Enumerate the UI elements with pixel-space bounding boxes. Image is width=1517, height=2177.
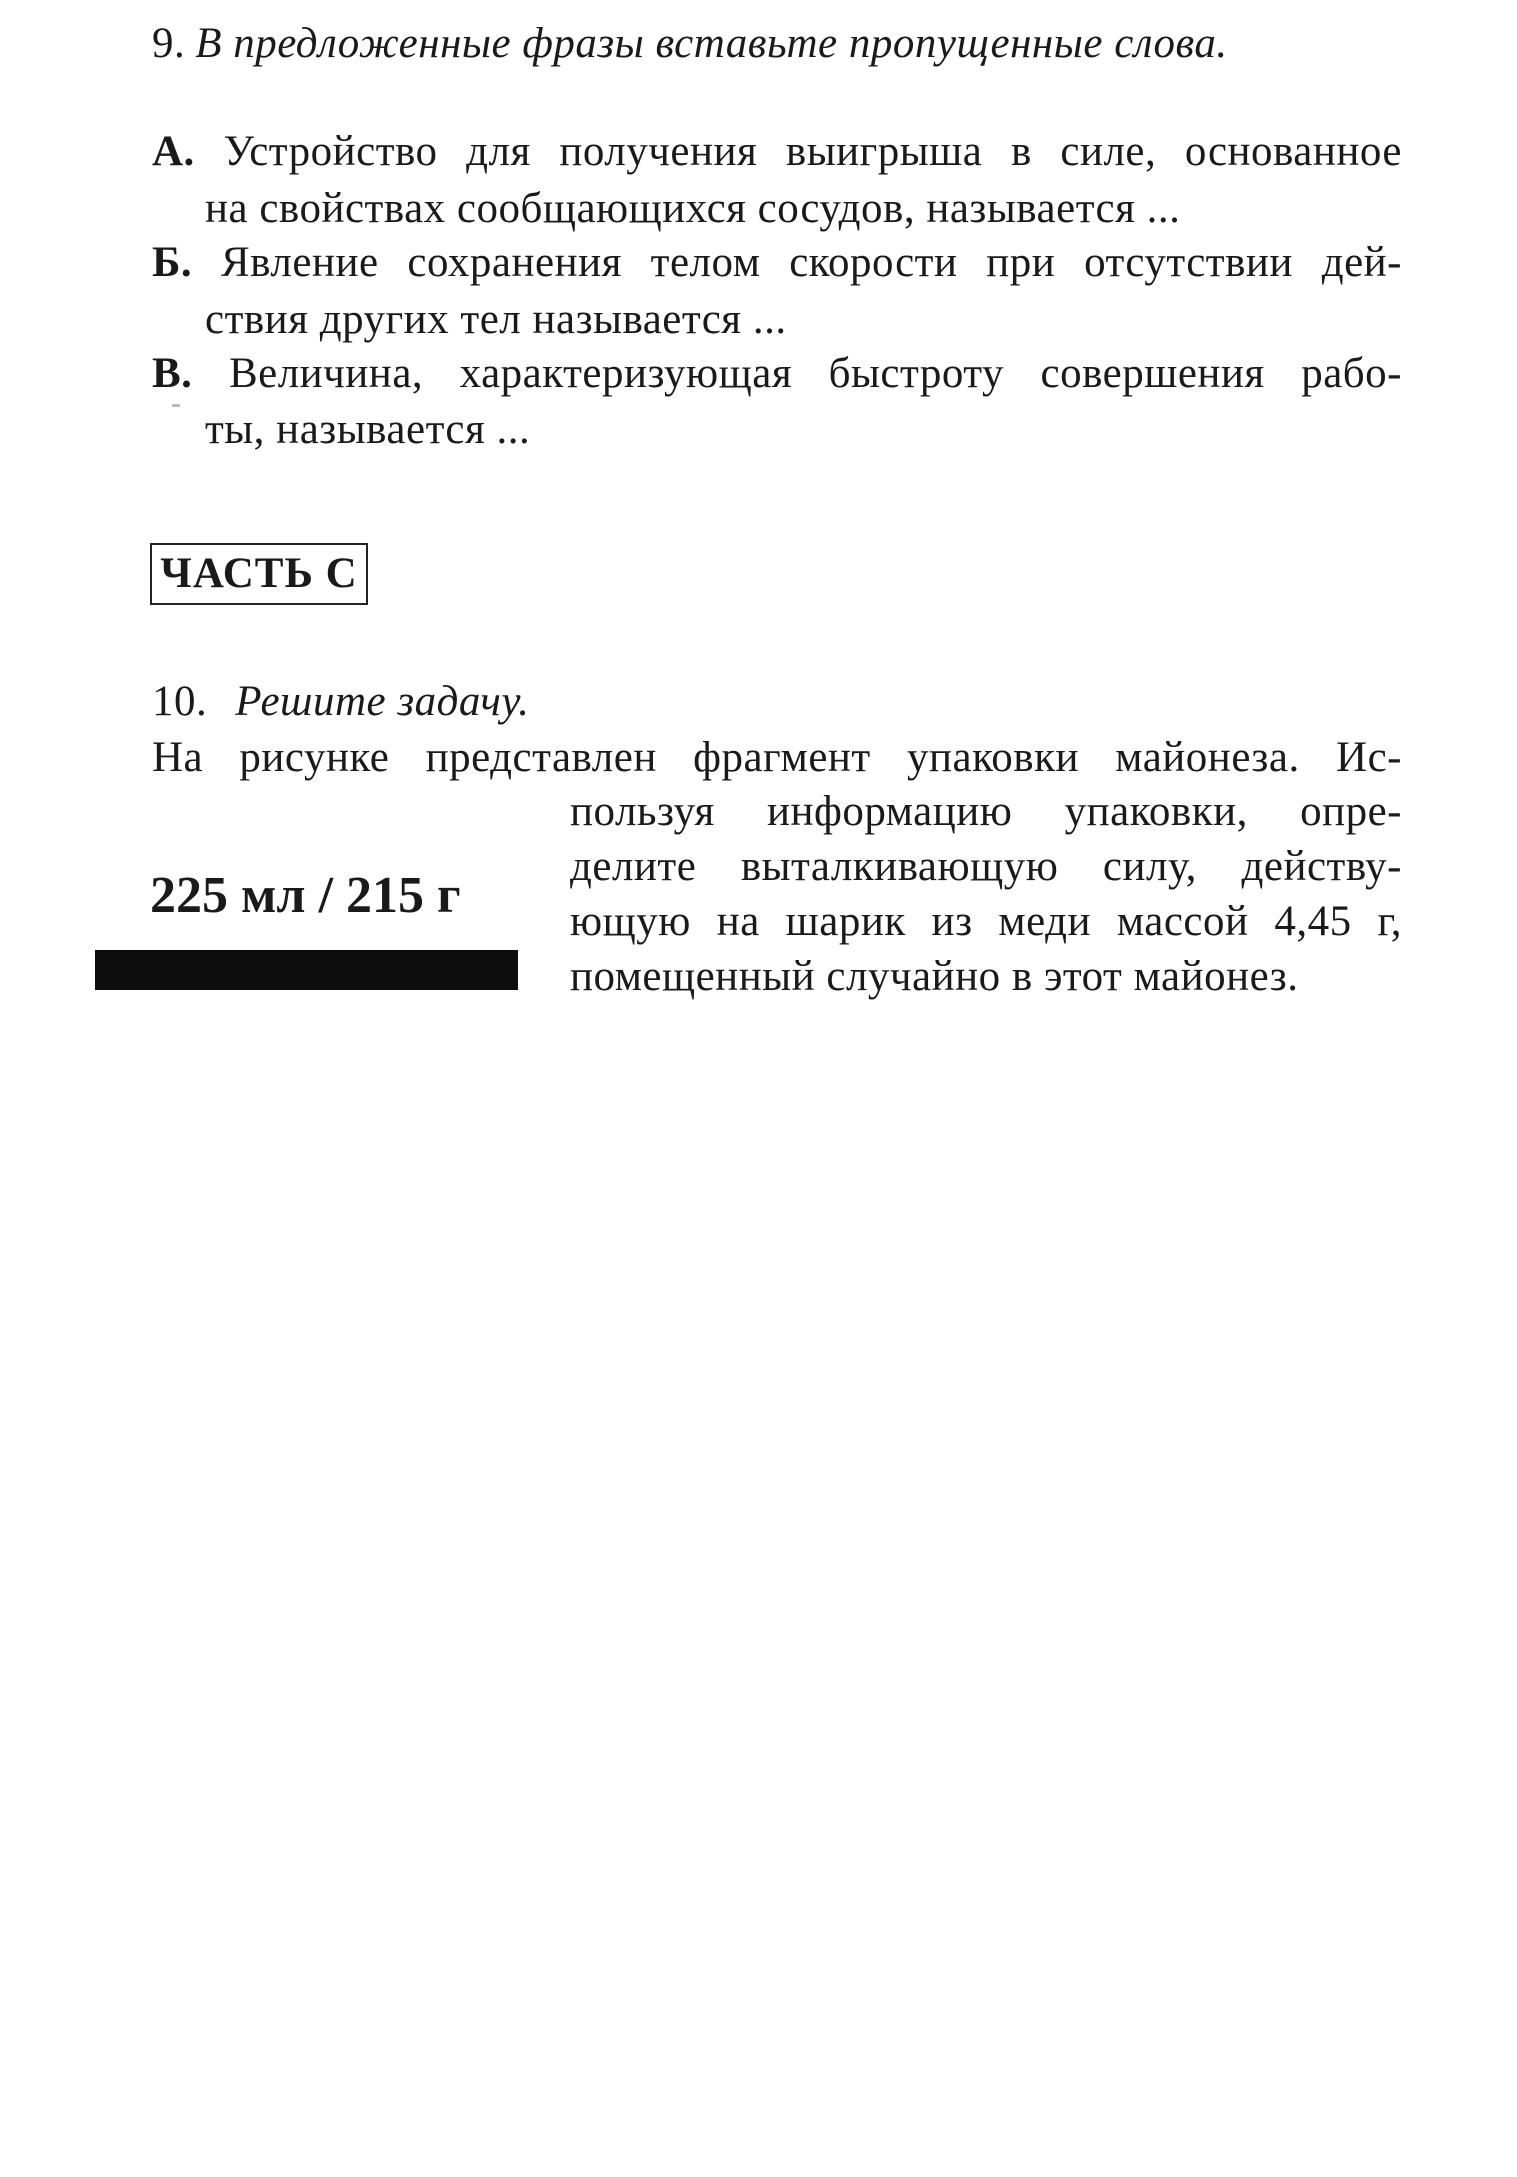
task-10-text-line: На рисунке представлен фрагмент упаковки майонеза. Ис- xyxy=(152,734,1402,781)
task-10-number: 10. xyxy=(152,678,208,725)
task-9-item-b-line1 xyxy=(152,241,1402,284)
task-9-item-c-line2: ты, называется ... xyxy=(205,406,531,453)
item-letter: В. xyxy=(152,350,193,397)
task-10-heading xyxy=(152,680,530,723)
package-black-strip xyxy=(95,950,518,990)
task-9-number: 9. xyxy=(152,20,186,67)
item-text: Величина, характеризующая быстроту совершения рабо- xyxy=(228,350,1402,397)
task-9-item-a-line1 xyxy=(152,130,1402,173)
package-volume-mass-label: 225 мл / 215 г xyxy=(150,867,461,924)
task-10-text-line: пользуя информацию упаковки, опре- xyxy=(570,788,1402,835)
task-9-instruction: В предложенные фразы вставьте пропущенные слова. xyxy=(195,20,1228,67)
item-text: Устройство для получения выигрыша в силе, основанное xyxy=(223,128,1403,175)
task-9-item-a-line2: на свойствах сообщающихся сосудов, называется ... xyxy=(205,185,1181,232)
item-text: Явление сохранения телом скорости при отсутствии дей- xyxy=(221,239,1403,286)
item-letter: А. xyxy=(152,128,195,175)
task-9-item-c-line1 xyxy=(152,352,1402,395)
task-9-item-b-line2: ствия других тел называется ... xyxy=(205,296,787,343)
task-9-heading xyxy=(152,22,1228,65)
part-c-label: ЧАСТЬ С xyxy=(150,543,368,605)
item-letter: Б. xyxy=(152,239,193,286)
scan-speck xyxy=(172,404,180,407)
task-10-text-line: ющую на шарик из меди массой 4,45 г, xyxy=(570,898,1402,945)
task-10-text-line: делите выталкивающую силу, действу- xyxy=(570,843,1402,890)
task-10-instruction: Решите задачу. xyxy=(235,678,530,725)
task-10-text-line: помещенный случайно в этот майонез. xyxy=(570,953,1299,1000)
